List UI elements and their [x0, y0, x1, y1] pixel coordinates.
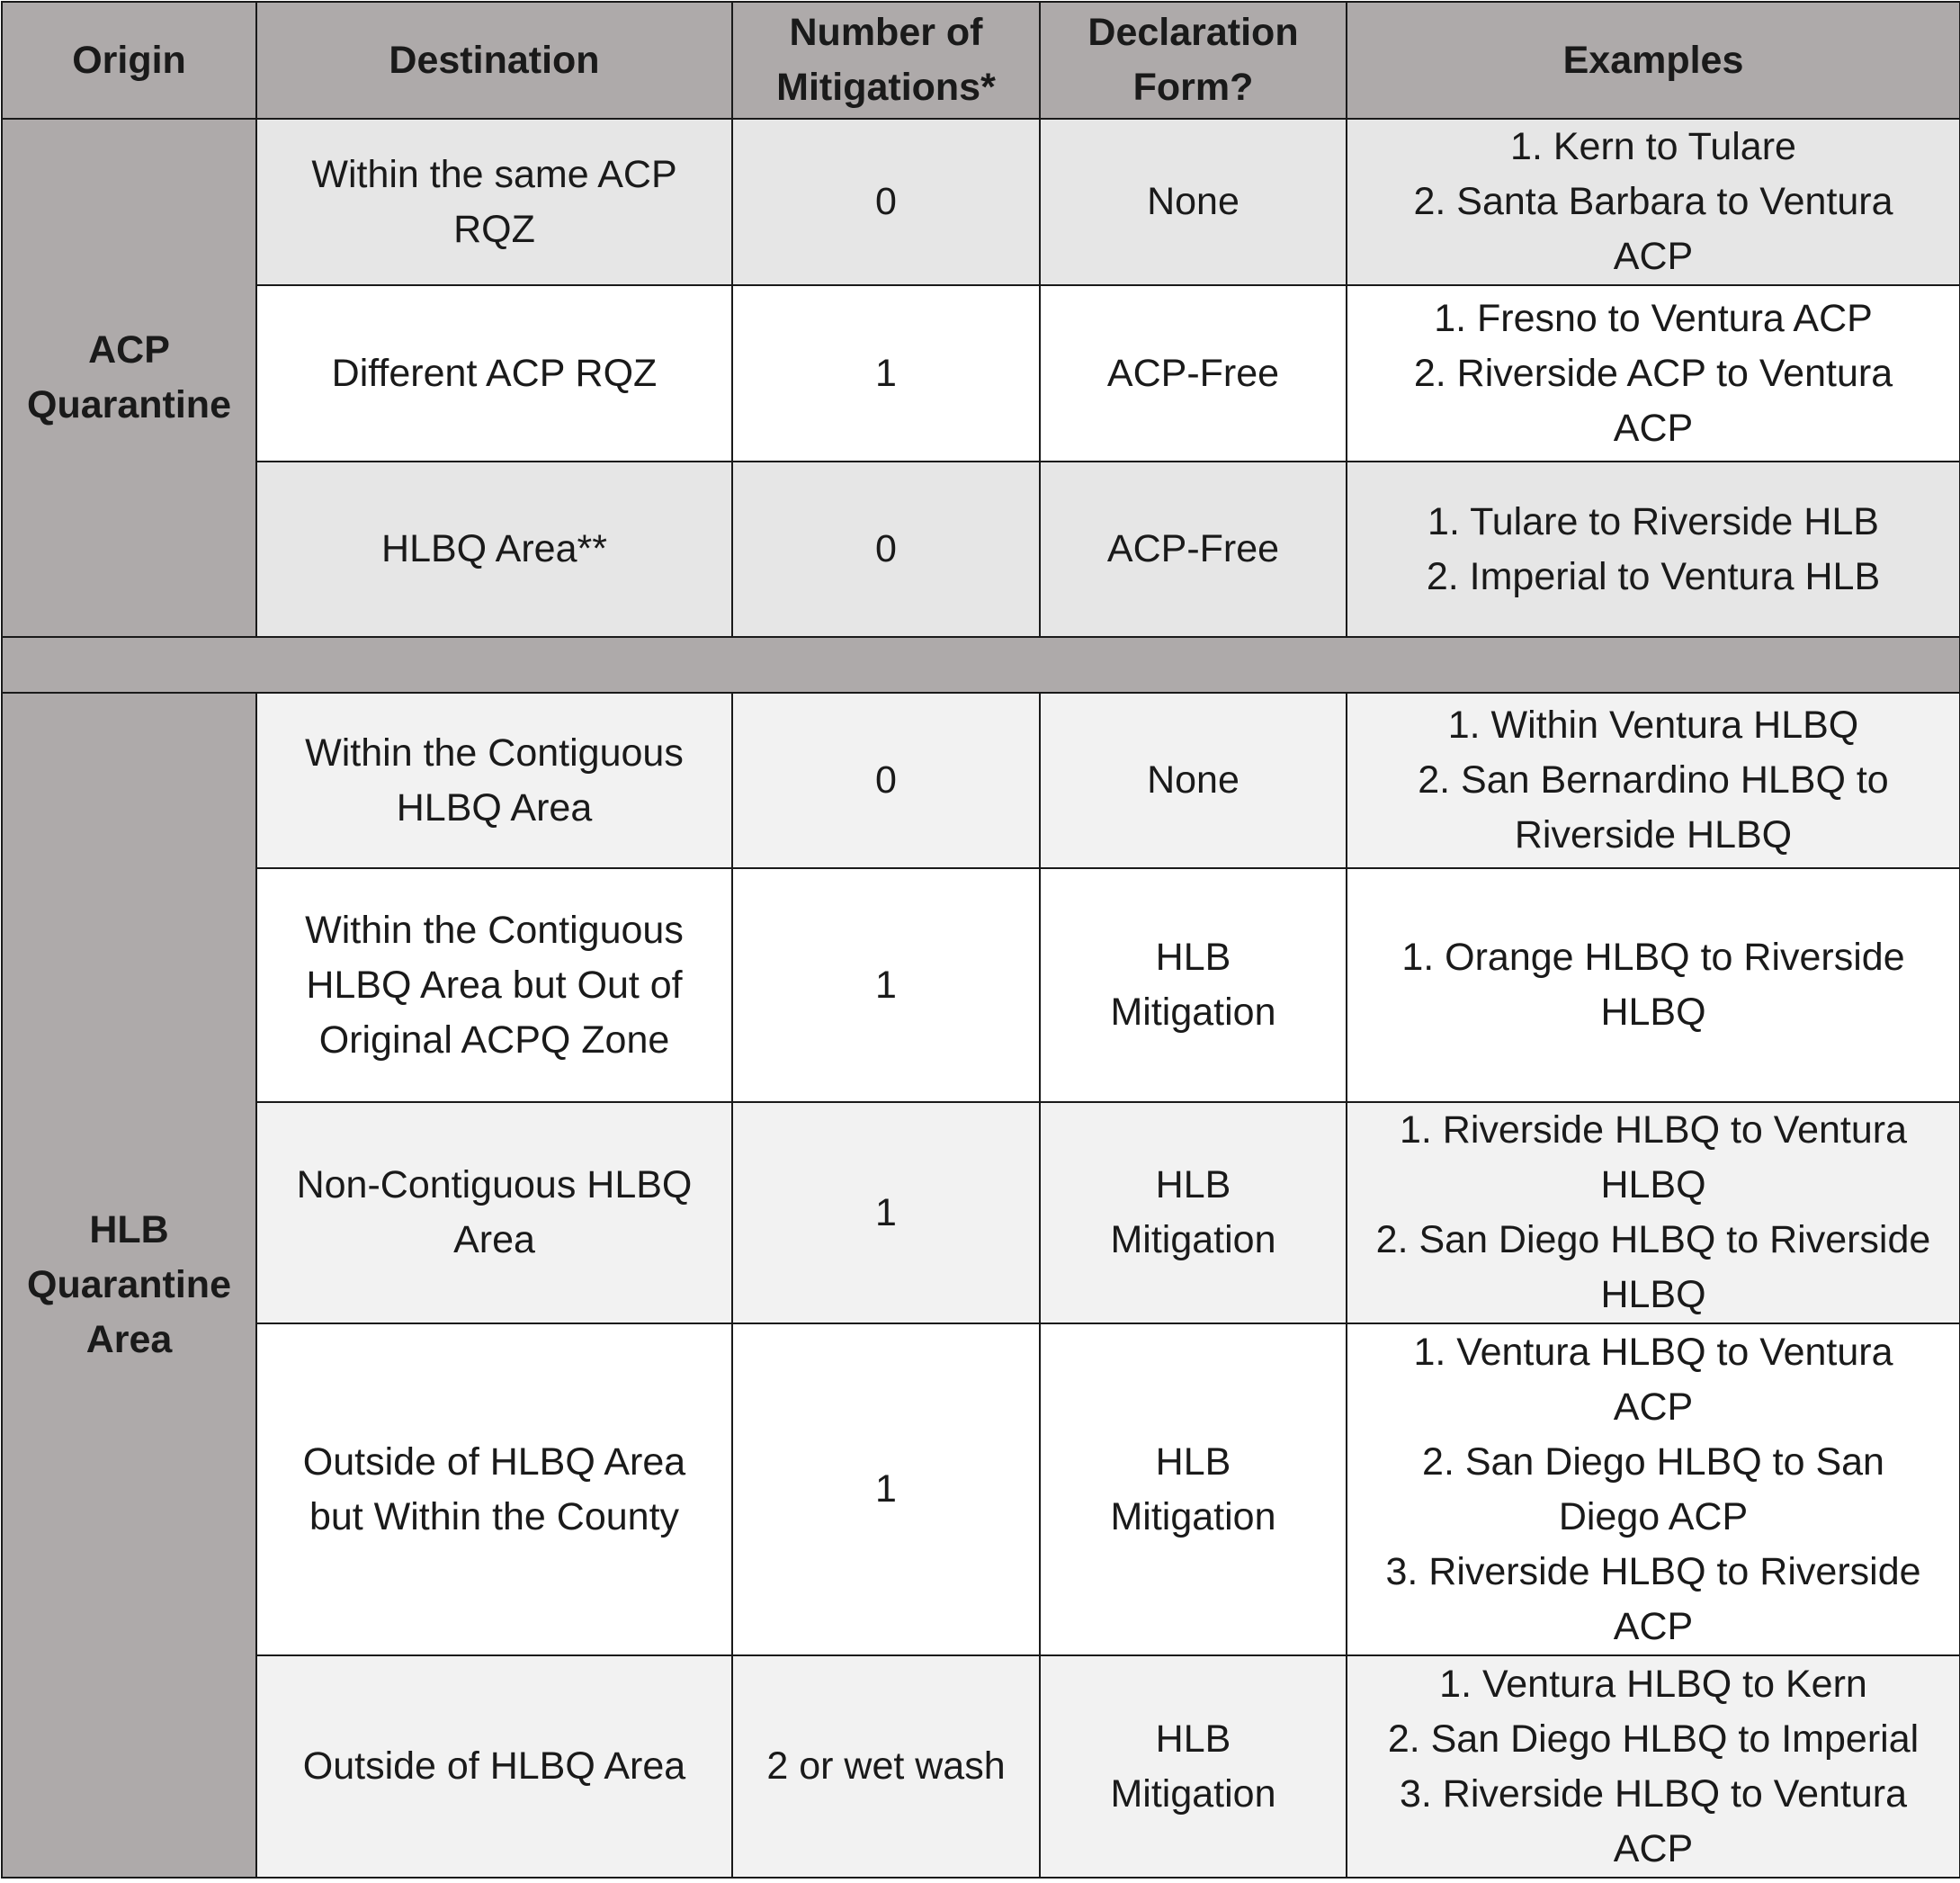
declaration-cell: ACP-Free	[1040, 462, 1347, 637]
declaration-cell: None	[1040, 119, 1347, 285]
mitigations-cell: 2 or wet wash	[732, 1655, 1040, 1878]
table-row	[2, 119, 1960, 285]
examples-cell: 1. Within Ventura HLBQ 2. San Bernardino HLBQ to Riverside HLBQ	[1347, 693, 1960, 868]
destination-cell: HLBQ Area**	[256, 462, 732, 637]
table-row	[2, 1323, 1960, 1655]
mitigations-cell: 0	[732, 693, 1040, 868]
declaration-cell: HLB Mitigation	[1040, 868, 1347, 1102]
separator-row	[2, 637, 1960, 693]
mitigations-cell: 0	[732, 119, 1040, 285]
table-row	[2, 1102, 1960, 1323]
declaration-cell: HLB Mitigation	[1040, 1102, 1347, 1323]
examples-cell: 1. Kern to Tulare 2. Santa Barbara to Ventura ACP	[1347, 119, 1960, 285]
mitigations-cell: 1	[732, 1102, 1040, 1323]
origin-acp-quarantine: ACP Quarantine	[2, 119, 256, 637]
header-examples: Examples	[1347, 2, 1960, 119]
quarantine-mitigation-table	[1, 1, 1960, 1879]
separator-band	[2, 637, 1960, 693]
examples-cell: 1. Orange HLBQ to Riverside HLBQ	[1347, 868, 1960, 1102]
table-row	[2, 1655, 1960, 1878]
declaration-cell: None	[1040, 693, 1347, 868]
header-mitigations: Number of Mitigations*	[732, 2, 1040, 119]
table-row	[2, 462, 1960, 637]
mitigations-cell: 1	[732, 285, 1040, 462]
table-row	[2, 693, 1960, 868]
table-row	[2, 285, 1960, 462]
declaration-cell: ACP-Free	[1040, 285, 1347, 462]
declaration-cell: HLB Mitigation	[1040, 1655, 1347, 1878]
mitigations-cell: 1	[732, 1323, 1040, 1655]
examples-cell: 1. Tulare to Riverside HLB 2. Imperial to Ventura HLB	[1347, 462, 1960, 637]
destination-cell: Outside of HLBQ Area	[256, 1655, 732, 1878]
declaration-cell: HLB Mitigation	[1040, 1323, 1347, 1655]
mitigations-cell: 1	[732, 868, 1040, 1102]
header-declaration: Declaration Form?	[1040, 2, 1347, 119]
destination-cell: Within the Contiguous HLBQ Area but Out of Original ACPQ Zone	[256, 868, 732, 1102]
examples-cell: 1. Fresno to Ventura ACP 2. Riverside ACP to Ventura ACP	[1347, 285, 1960, 462]
origin-hlb-quarantine-area: HLB Quarantine Area	[2, 693, 256, 1878]
destination-cell: Outside of HLBQ Area but Within the County	[256, 1323, 732, 1655]
destination-cell: Within the same ACP RQZ	[256, 119, 732, 285]
examples-cell: 1. Ventura HLBQ to Kern 2. San Diego HLBQ to Imperial 3. Riverside HLBQ to Ventura ACP	[1347, 1655, 1960, 1878]
header-destination: Destination	[256, 2, 732, 119]
examples-cell: 1. Riverside HLBQ to Ventura HLBQ 2. San Diego HLBQ to Riverside HLBQ	[1347, 1102, 1960, 1323]
header-row	[2, 2, 1960, 119]
destination-cell: Within the Contiguous HLBQ Area	[256, 693, 732, 868]
table-row	[2, 868, 1960, 1102]
header-origin: Origin	[2, 2, 256, 119]
destination-cell: Different ACP RQZ	[256, 285, 732, 462]
destination-cell: Non-Contiguous HLBQ Area	[256, 1102, 732, 1323]
examples-cell: 1. Ventura HLBQ to Ventura ACP 2. San Diego HLBQ to San Diego ACP 3. Riverside HLBQ to Riverside ACP	[1347, 1323, 1960, 1655]
mitigations-cell: 0	[732, 462, 1040, 637]
